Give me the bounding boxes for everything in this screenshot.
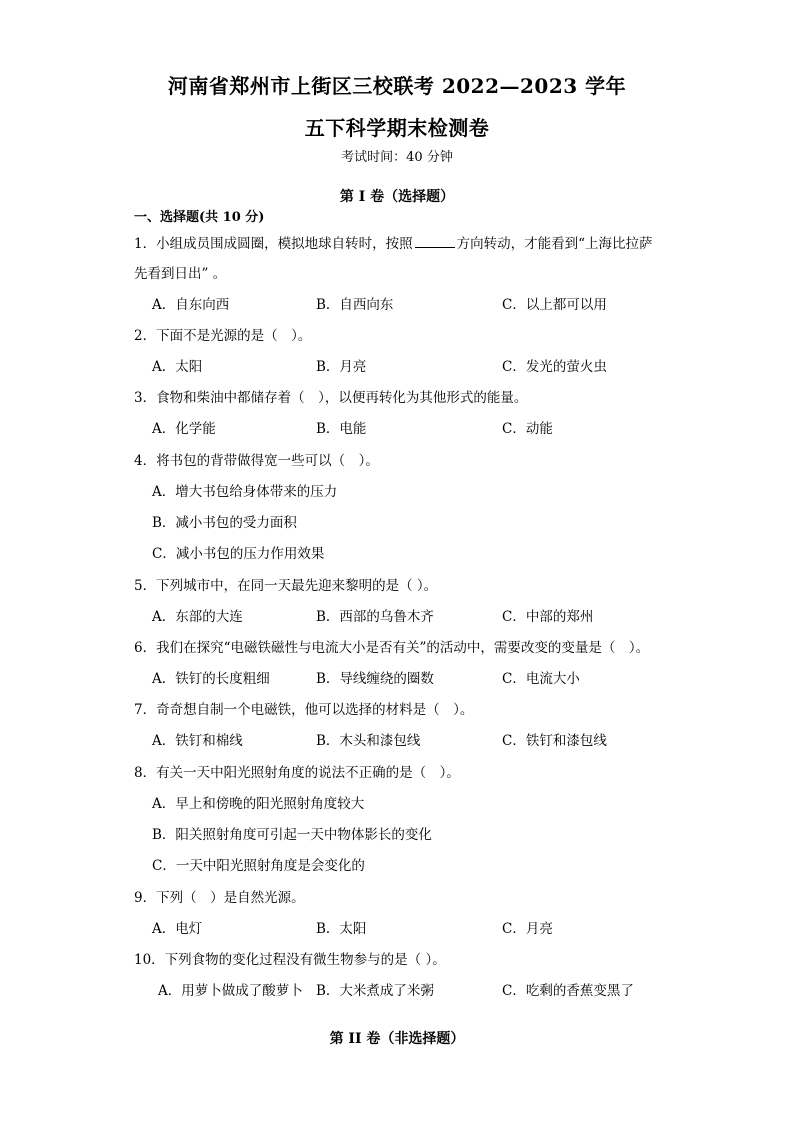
question-1-option-c: C．以上都可以用 (502, 297, 607, 313)
question-5-option-a: A．东部的大连 (152, 609, 243, 625)
question-10-option-a: A．用萝卜做成了酸萝卜 (158, 983, 303, 999)
question-6-option-c: C．电流大小 (502, 671, 580, 687)
question-1-stem-line2: 先看到日出” 。 (134, 266, 227, 282)
exam-time: 考试时间：40 分钟 (341, 150, 453, 165)
question-8-stem: 8．有关一天中阳光照射角度的说法不正确的是（ ）。 (134, 765, 460, 781)
exam-title-line1: 河南省郑州市上街区三校联考 2022—2023 学年 (167, 74, 627, 98)
question-6-option-a: A．铁钉的长度粗细 (152, 671, 270, 687)
question-3-stem: 3．食物和柴油中都储存着（ ），以便再转化为其他形式的能量。 (134, 390, 528, 406)
question-7-option-a: A．铁钉和棉线 (152, 733, 243, 749)
question-5-stem: 5．下列城市中，在同一天最先迎来黎明的是（ ）。 (134, 578, 438, 594)
question-6-option-b: B．导线缠绕的圈数 (316, 671, 434, 687)
question-4-stem: 4．将书包的背带做得宽一些可以（ ）。 (134, 453, 379, 469)
question-1-stem (134, 234, 653, 253)
question-9-stem: 9．下列（ ）是自然光源。 (134, 890, 305, 906)
question-2-option-c: C．发光的萤火虫 (502, 359, 607, 375)
question-4-option-a: A．增大书包给身体带来的压力 (152, 484, 338, 500)
question-5-option-b: B．西部的乌鲁木齐 (316, 609, 434, 625)
part1-heading: 第 I 卷（选择题） (339, 189, 455, 205)
question-9-option-b: B．太阳 (316, 921, 367, 937)
question-2-option-a: A．太阳 (152, 359, 203, 375)
question-5-option-c: C．中部的郑州 (502, 609, 594, 625)
question-8-option-c: C．一天中阳光照射角度是会变化的 (152, 858, 365, 874)
question-1-stem-before: 1．小组成员围成圆圈，模拟地球自转时，按照 (134, 236, 413, 252)
question-2-stem: 2．下面不是光源的是（ ）。 (134, 328, 312, 344)
question-9-option-c: C．月亮 (502, 921, 553, 937)
section-heading: 一、选择题(共 10 分) (134, 210, 265, 225)
question-8-option-a: A．早上和傍晚的阳光照射角度较大 (152, 796, 365, 812)
answer-blank (415, 234, 455, 248)
part2-heading: 第 II 卷（非选择题） (329, 1031, 465, 1047)
question-6-stem: 6．我们在探究“电磁铁磁性与电流大小是否有关”的活动中，需要改变的变量是（ ）。 (134, 640, 650, 656)
question-8-option-b: B．阳关照射角度可引起一天中物体影长的变化 (152, 827, 432, 843)
question-10-option-c: C．吃剩的香蕉变黑了 (502, 983, 634, 999)
question-7-option-b: B．木头和漆包线 (316, 733, 421, 749)
question-3-option-c: C．动能 (502, 421, 553, 437)
question-4-option-c: C．减小书包的压力作用效果 (152, 546, 325, 562)
question-10-stem: 10．下列食物的变化过程没有微生物参与的是（ ）。 (134, 952, 446, 968)
question-2-option-b: B．月亮 (316, 359, 367, 375)
question-1-option-a: A．自东向西 (152, 297, 230, 313)
question-3-option-a: A．化学能 (152, 421, 216, 437)
question-7-stem: 7．奇奇想自制一个电磁铁，他可以选择的材料是（ ）。 (134, 702, 474, 718)
question-10-option-b: B．大米煮成了米粥 (316, 983, 434, 999)
question-9-option-a: A．电灯 (152, 921, 203, 937)
question-4-option-b: B．减小书包的受力面积 (152, 515, 297, 531)
question-3-option-b: B．电能 (316, 421, 367, 437)
question-7-option-c: C．铁钉和漆包线 (502, 733, 607, 749)
question-1-option-b: B．自西向东 (316, 297, 394, 313)
exam-title-line2: 五下科学期末检测卷 (304, 116, 490, 140)
question-1-stem-after: 方向转动，才能看到“上海比拉萨 (456, 236, 653, 252)
